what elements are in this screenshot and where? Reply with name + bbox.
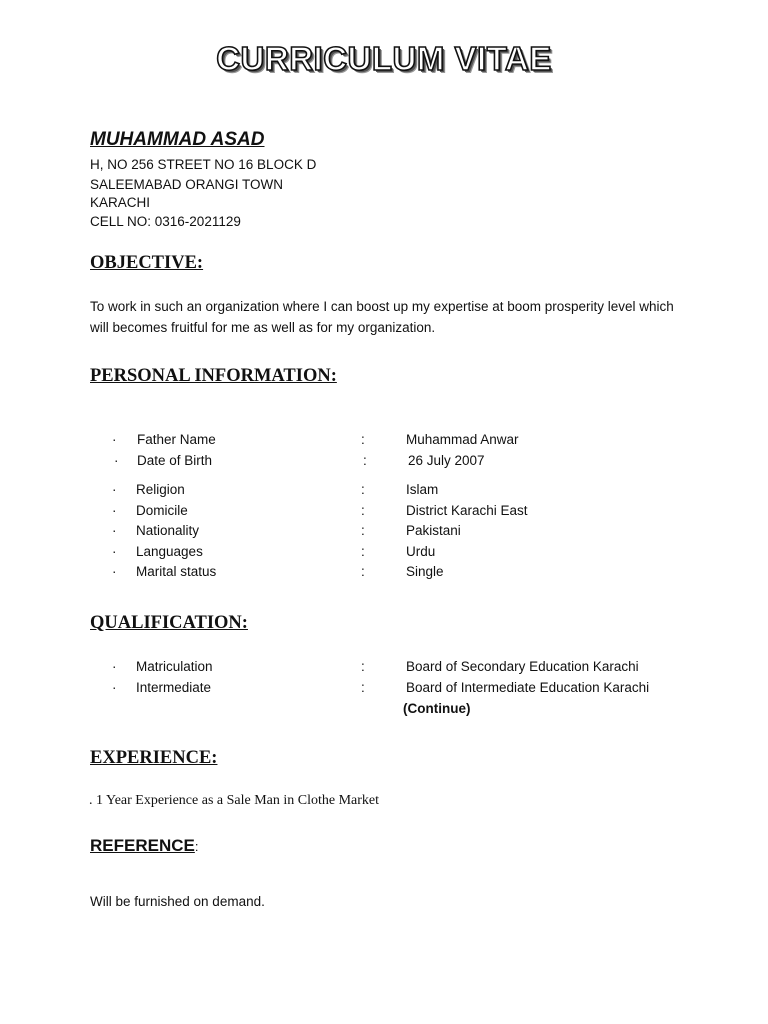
row-label: Domicile [136,503,188,518]
bullet: · [112,564,117,579]
row-value: District Karachi East [406,503,528,518]
experience-heading: EXPERIENCE: [90,748,218,768]
row-separator: : [361,680,365,695]
row-value: Single [406,564,444,579]
personal-info-heading: PERSONAL INFORMATION: [90,366,337,386]
document-title: CURRICULUM VITAE [216,40,552,77]
qualification-row [0,680,768,700]
bullet: · [112,523,117,538]
personal-info-row [0,432,768,452]
row-separator: : [361,482,365,497]
reference-heading-text: REFERENCE [90,836,195,855]
row-separator: : [361,503,365,518]
row-label: Date of Birth [137,453,213,468]
bullet: · [112,544,117,559]
reference-heading-colon: : [194,839,199,854]
row-label: Intermediate [136,680,212,695]
personal-info-row [0,544,768,564]
row-value: Muhammad Anwar [406,432,519,447]
bullet: · [112,503,117,518]
row-separator: : [361,523,365,538]
row-separator: : [361,432,365,447]
personal-info-row [0,564,768,584]
experience-text: . 1 Year Experience as a Sale Man in Clothe Market [89,793,380,808]
address-line: KARACHI [90,195,151,210]
row-value: Board of Secondary Education Karachi [406,659,639,674]
row-label: Religion [136,482,185,497]
bullet: · [114,453,119,468]
address-line: SALEEMABAD ORANGI TOWN [90,177,284,192]
row-separator: : [363,453,367,468]
row-value: Pakistani [406,523,461,538]
bullet: · [112,432,117,447]
reference-text: Will be furnished on demand. [90,894,265,909]
row-value: Islam [406,482,439,497]
reference-heading [90,836,198,856]
qualification-heading: QUALIFICATION: [90,613,248,633]
cell-number: CELL NO: 0316-2021129 [90,214,241,229]
row-label: Marital status [136,564,217,579]
row-value: 26 July 2007 [408,453,485,468]
personal-info-row [0,523,768,543]
row-label: Languages [136,544,203,559]
bullet: · [112,659,117,674]
personal-info-row [0,503,768,523]
row-value: Board of Intermediate Education Karachi [406,680,650,695]
objective-text: To work in such an organization where I can boost up my expertise at boom prosperity level which will becomes fruitful for me as well as for my organization. [90,299,674,335]
address-line: H, NO 256 STREET NO 16 BLOCK D [90,157,317,172]
row-label: Father Name [137,432,216,447]
personal-info-row [0,453,768,473]
personal-info-row [0,482,768,502]
row-label: Nationality [136,523,200,538]
objective-heading: OBJECTIVE: [90,253,204,273]
row-value: Urdu [406,544,436,559]
bullet: · [112,482,117,497]
row-label: Matriculation [136,659,213,674]
qualification-row [0,659,768,679]
row-separator: : [361,544,365,559]
candidate-name: MUHAMMAD ASAD [90,129,265,150]
bullet: · [112,680,117,695]
row-separator: : [361,659,365,674]
row-separator: : [361,564,365,579]
continue-note: (Continue) [403,701,471,716]
